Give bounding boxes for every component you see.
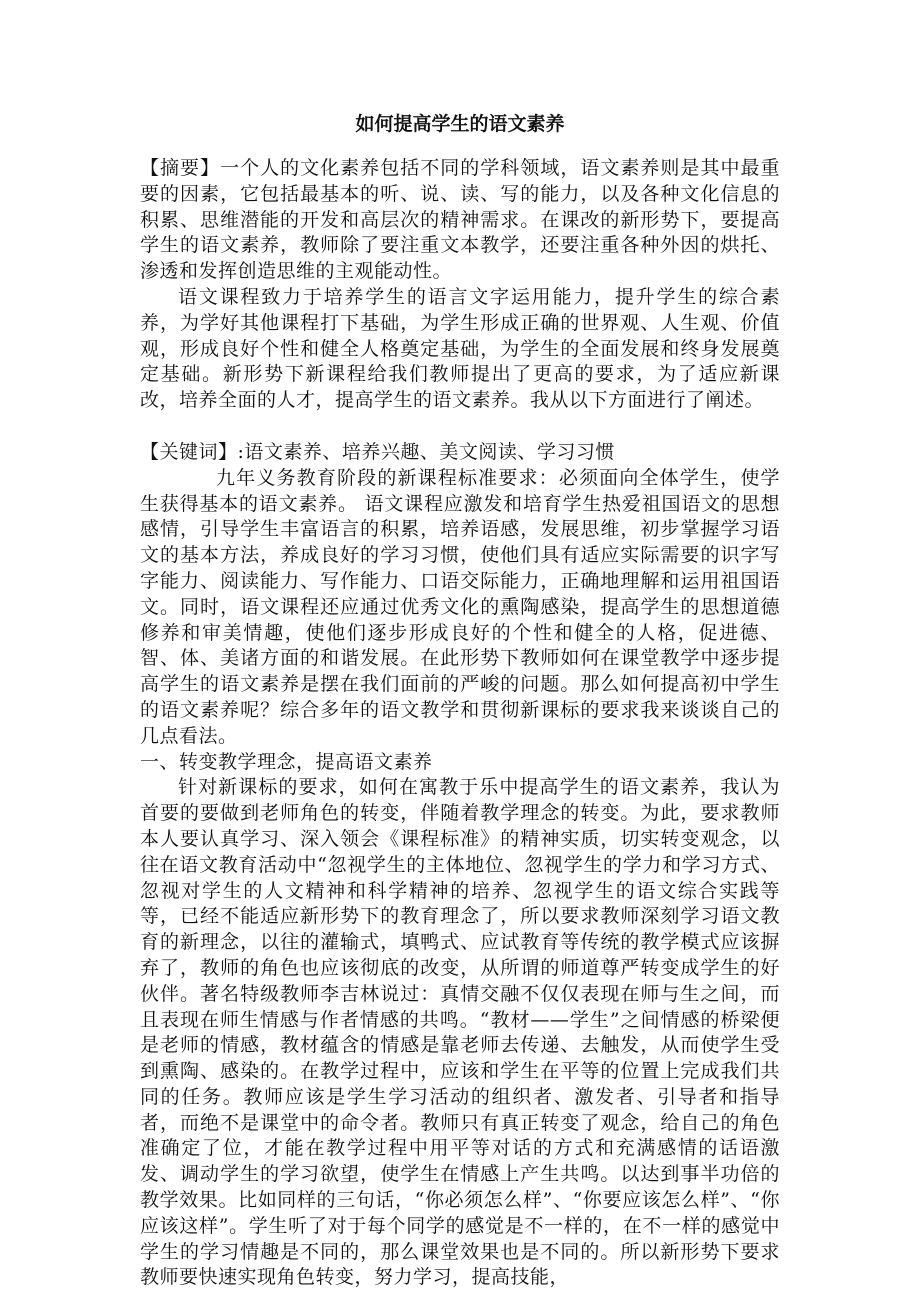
section-heading: 一、转变教学理念，提高语文素养 <box>140 750 433 773</box>
intro-paragraph: 语文课程致力于培养学生的语言文字运用能力，提升学生的综合素养，为学好其他课程打下基础，为学生形成正确的世界观、人生观、价值观，形成良好个性和健全人格奠定基础，为学生的全面发展和终身发展奠定基础。新形势下新课程给我们教师提出了更高的要求，为了适应新课改，培养全面的人才，提高学生的语文素养。我从以下方面进行了阐述。 <box>140 285 780 412</box>
section-body-paragraph: 针对新课标的要求，如何在寓教于乐中提高学生的语文素养，我认为首要的要做到老师角色的转变，伴随着教学理念的转变。为此，要求教师本人要认真学习、深入领会《课程标准》的精神实质，切实转变观念，以往在语文教育活动中“忽视学生的主体地位、忽视学生的学力和学习方式、忽视对学生的人文精神和科学精神的培养、忽视学生的语文综合实践等等，已经不能适应新形势下的教育理念了，所以要求教师深刻学习语文教育的新理念，以往的灌输式，填鸭式、应试教育等传统的教学模式应该摒弃了，教师的角色也应该彻底的改变，从所谓的师道尊严转变成学生的好伙伴。著名特级教师李吉林说过：真情交融不仅仅表现在师与生之间，而且表现在师生情感与作者情感的共鸣。“教材——学生”之间情感的桥梁便是老师的情感，教材蕴含的情感是靠老师去传递、去触发，从而使学生受到熏陶、感染的。在教学过程中，应该和学生在平等的位置上完成我们共同的任务。教师应该是学生学习活动的组织者、激发者、引导者和指导者，而绝不是课堂中的命令者。教师只有真正转变了观念，给自己的角色准确定了位，才能在教学过程中用平等对话的方式和充满感情的话语激发、调动学生的学习欲望，使学生在情感上产生共鸣。以达到事半功倍的教学效果。比如同样的三句话，“你必须怎么样”、“你要应该怎么样”、“你应该这样”。学生听了对于每个同学的感觉是不一样的，在不一样的感觉中学生的学习情趣是不同的，那么课堂效果也是不同的。所以新形势下要求教师要快速实现角色转变，努力学习，提高技能， <box>140 776 780 1289</box>
paragraph-gap <box>140 414 780 440</box>
document-body <box>140 156 780 1291</box>
keywords-line: 【关键词】:语文素养、培养兴趣、美文阅读、学习习惯 <box>140 440 615 463</box>
document-title: 如何提高学生的语文素养 <box>355 113 565 135</box>
abstract-paragraph: 【摘要】一个人的文化素养包括不同的学科领域，语文素养则是其中最重要的因素，它包括最基本的听、说、读、写的能力，以及各种文化信息的积累、思维潜能的开发和高层次的精神需求。在课改的新形势下，要提高学生的语文素养，教师除了要注重文本教学，还要注重各种外因的烘托、渗透和发挥创造思维的主观能动性。 <box>140 157 780 283</box>
standard-paragraph: 九年义务教育阶段的新课程标准要求：必须面向全体学生，使学生获得基本的语文素养。 语文课程应激发和培育学生热爱祖国语文的思想感情，引导学生丰富语言的积累，培养语感，发展思维，初步掌握学习语文的基本方法，养成良好的学习习惯，使他们具有适应实际需要的识字写字能力、阅读能力、写作能力、口语交际能力，正确地理解和运用祖国语文。同时，语文课程还应通过优秀文化的熏陶感染，提高学生的思想道德修养和审美情趣，使他们逐步形成良好的个性和健全的人格，促进德、智、体、美诸方面的和谐发展。在此形势下教师如何在课堂教学中逐步提高学生的语文素养是摆在我们面前的严峻的问题。那么如何提高初中学生的语文素养呢？综合多年的语文教学和贯彻新课标的要求我来谈谈自己的几点看法。 <box>140 466 780 747</box>
